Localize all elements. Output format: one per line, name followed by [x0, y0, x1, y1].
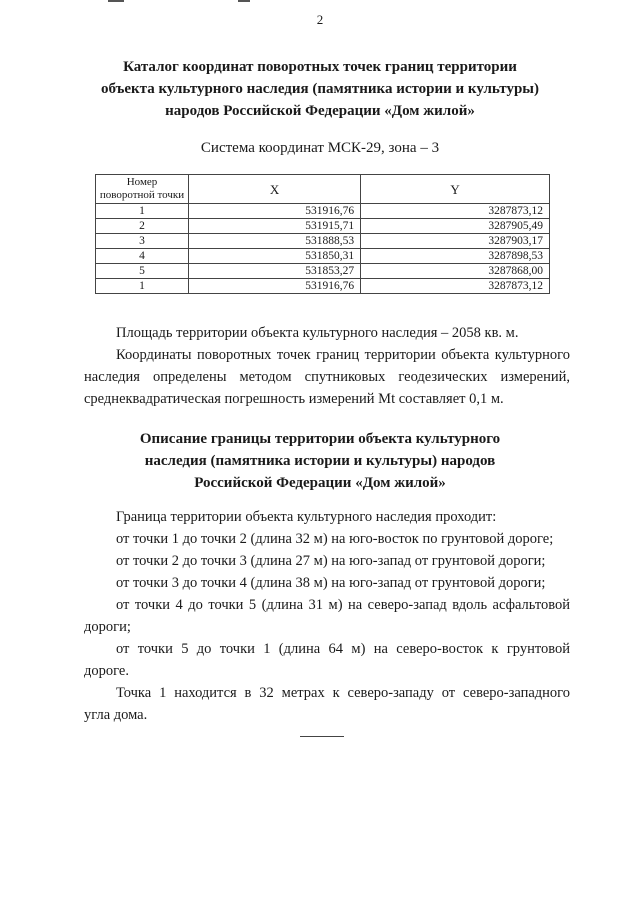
table-header-row — [96, 175, 550, 204]
description-title-line-2: наследия (памятника истории и культуры) народов — [144, 453, 496, 469]
segment-5-1-line-1: от точки 5 до точки 1 (длина 64 м) на северо-восток к грунтовой — [116, 641, 570, 657]
method-line-3: среднеквадратическая погрешность измерений Mt составляет 0,1 м. — [84, 391, 504, 407]
header-point-number: Номер поворотной точки — [96, 175, 189, 204]
area-text: Площадь территории объекта культурного наследия – 2058 кв. м. — [116, 325, 519, 341]
description-title-line-1: Описание границы территории объекта культурного — [139, 431, 501, 447]
description-title-line-3: Российской Федерации «Дом жилой» — [194, 475, 446, 491]
cell-y: 3287868,00 — [361, 264, 550, 279]
cell-point: 1 — [96, 204, 189, 219]
coordinate-system: Система координат МСК-29, зона – 3 — [200, 140, 440, 156]
table-row — [96, 279, 550, 294]
table-row — [96, 204, 550, 219]
segment-3-4: от точки 3 до точки 4 (длина 38 м) на юго-запад от грунтовой дороги; — [116, 575, 546, 591]
segment-2-3: от точки 2 до точки 3 (длина 27 м) на юго-запад от грунтовой дороги; — [116, 553, 546, 569]
catalog-title-line-2: объекта культурного наследия (памятника истории и культуры) — [100, 81, 539, 97]
area-paragraph — [84, 322, 570, 344]
cell-x: 531916,76 — [189, 204, 361, 219]
catalog-title — [60, 56, 580, 122]
cell-x: 531915,71 — [189, 219, 361, 234]
end-rule — [300, 736, 344, 737]
cell-point: 2 — [96, 219, 189, 234]
table-row — [96, 249, 550, 264]
cell-x: 531888,53 — [189, 234, 361, 249]
point-note-line-1: Точка 1 находится в 32 метрах к северо-западу от северо-западного — [116, 685, 570, 701]
cell-x: 531853,27 — [189, 264, 361, 279]
cell-y: 3287873,12 — [361, 279, 550, 294]
method-line-1: Координаты поворотных точек границ территории объекта культурного — [116, 347, 570, 363]
segment-4-5-line-1: от точки 4 до точки 5 (длина 31 м) на северо-запад вдоль асфальтовой — [116, 597, 570, 613]
catalog-title-line-1: Каталог координат поворотных точек границ территории — [123, 59, 517, 75]
page-number: 2 — [316, 12, 324, 27]
cell-point: 3 — [96, 234, 189, 249]
table-row — [96, 219, 550, 234]
point-note-line-2: угла дома. — [84, 707, 148, 723]
table-row — [96, 234, 550, 249]
scan-mark-right — [238, 0, 250, 2]
cell-point: 4 — [96, 249, 189, 264]
cell-y: 3287873,12 — [361, 204, 550, 219]
method-line-2: наследия определены методом спутниковых геодезических измерений, — [84, 369, 570, 385]
scan-mark-left — [108, 0, 124, 2]
catalog-title-line-3: народов Российской Федерации «Дом жилой» — [165, 103, 475, 119]
cell-point: 5 — [96, 264, 189, 279]
cell-x: 531850,31 — [189, 249, 361, 264]
segment-4-5-line-2: дороги; — [84, 619, 131, 635]
header-y: Y — [361, 175, 550, 204]
table-row — [96, 264, 550, 279]
cell-y: 3287898,53 — [361, 249, 550, 264]
method-paragraph — [84, 344, 570, 410]
boundary-intro: Граница территории объекта культурного наследия проходит: — [116, 509, 497, 525]
cell-point: 1 — [96, 279, 189, 294]
segment-5-1-line-2: дороге. — [84, 663, 129, 679]
cell-y: 3287903,17 — [361, 234, 550, 249]
segment-1-2: от точки 1 до точки 2 (длина 32 м) на юго-восток по грунтовой дороге; — [116, 531, 554, 547]
coordinates-table — [95, 174, 550, 294]
cell-y: 3287905,49 — [361, 219, 550, 234]
header-x: X — [189, 175, 361, 204]
boundary-description — [84, 506, 570, 726]
cell-x: 531916,76 — [189, 279, 361, 294]
description-title — [60, 428, 580, 494]
